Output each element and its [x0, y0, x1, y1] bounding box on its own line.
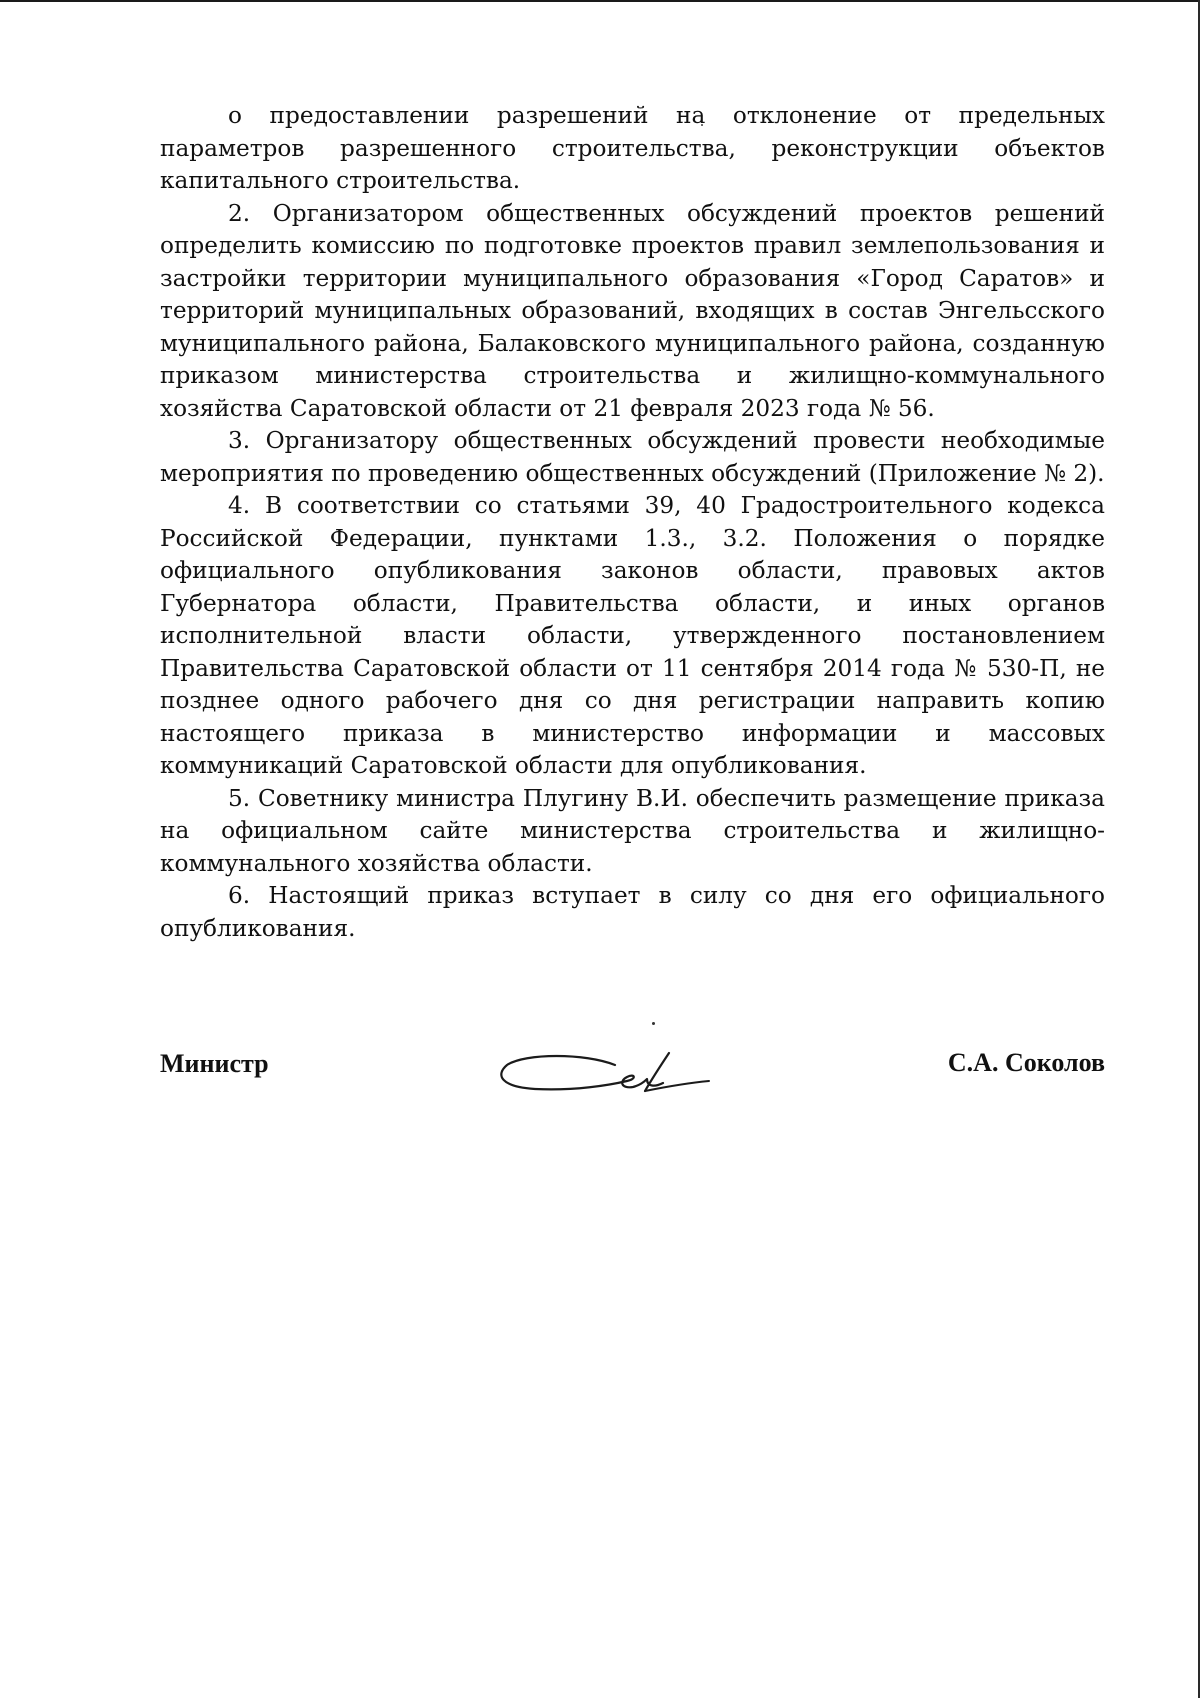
- scan-edge-top: [0, 0, 1200, 2]
- paragraph-item-2: 2. Организатором общественных обсуждений проектов решений определить комиссию по подготовке проектов правил землепользования и застройки территории муниципального образования «Город Саратов» и территорий муниципальных образований, входящих в состав Энгельсского муниципального района, Балаковского муниципального района, созданную приказом министерства строительства и жилищно-коммунального хозяйства Саратовской области от 21 февраля 2023 года № 56.: [160, 199, 1105, 422]
- paragraph-item-5: 5. Советнику министра Плугину В.И. обеспечить размещение приказа на официальном сайте министерства строительства и жилищно-коммунального хозяйства области.: [160, 784, 1105, 877]
- paragraph-item-6: 6. Настоящий приказ вступает в силу со дня его официального опубликования.: [160, 882, 1105, 942]
- signatory-name: С.А. Соколов: [947, 1048, 1105, 1077]
- paragraph-continuation: о предоставлении разрешений на отклонение от предельных параметров разрешенного строительства, реконструкции объектов капитального строительства.: [160, 102, 1105, 194]
- handwritten-signature: [495, 1043, 715, 1105]
- signatory-position: Министр: [160, 1049, 269, 1078]
- scan-speck: [652, 1022, 655, 1025]
- document-body: [160, 100, 1105, 945]
- signature-row: [160, 1043, 1105, 1103]
- paragraph-item-4: 4. В соответствии со статьями 39, 40 Градостроительного кодекса Российской Федерации, пунктами 1.3., 3.2. Положения о порядке официального опубликования законов области, правовых актов Губернатора области, Правительства области, и иных органов исполнительной власти области, утвержденного постановлением Правительства Саратовской области от 11 сентября 2014 года № 530-П, не позднее одного рабочего дня со дня регистрации направить копию настоящего приказа в министерство информации и массовых коммуникаций Саратовской области для опубликования.: [160, 492, 1105, 779]
- paragraph-item-3: 3. Организатору общественных обсуждений провести необходимые мероприятия по проведению общественных обсуждений (Приложение № 2).: [160, 427, 1105, 487]
